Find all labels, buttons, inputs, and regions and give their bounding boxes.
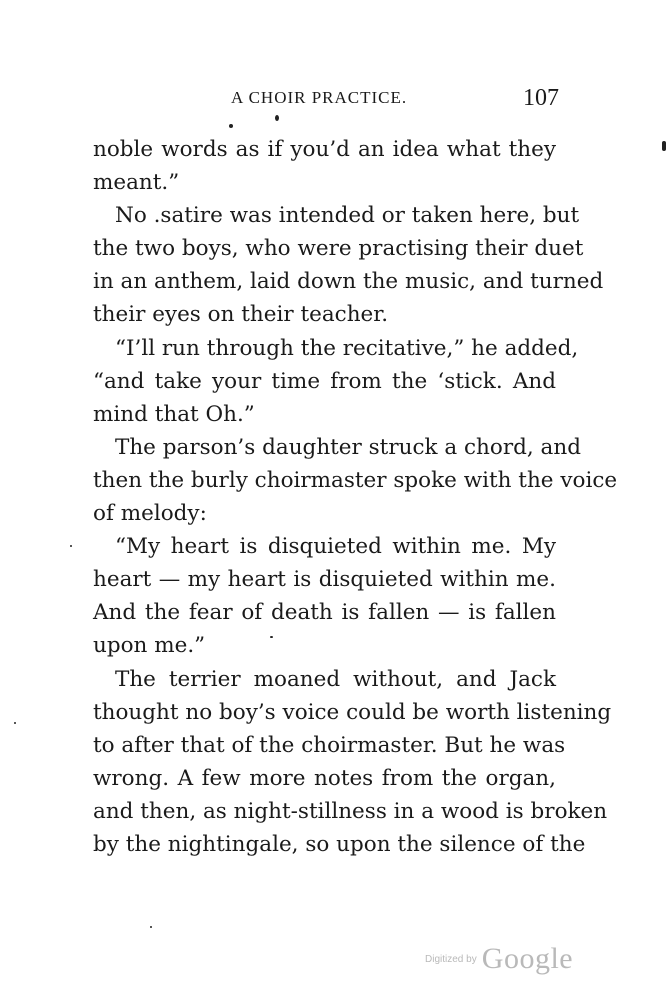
page-number: 107 (523, 85, 559, 111)
text-line: The terrier moaned without, and Jack (115, 666, 556, 692)
text-line: meant.” (93, 170, 180, 196)
text-line: The parson’s daughter struck a chord, and (115, 434, 581, 460)
text-line: upon me.” (93, 633, 206, 659)
text-line: the two boys, who were practising their duet (93, 236, 584, 262)
print-speck (14, 722, 16, 724)
text-line: “I’ll run through the recitative,” he added, (115, 335, 579, 361)
text-line: “My heart is disquieted within me. My (115, 534, 556, 560)
text-line: And the fear of death is fallen — is fallen (93, 600, 556, 626)
text-line: by the nightingale, so upon the silence of the (93, 831, 586, 857)
text-line: wrong. A few more notes from the organ, (93, 765, 556, 791)
print-speck (150, 926, 152, 928)
text-line: mind that Oh.” (93, 401, 255, 427)
print-speck (662, 141, 666, 151)
text-line: noble words as if you’d an idea what they (93, 137, 556, 162)
text-line: in an anthem, laid down the music, and turned (93, 269, 604, 295)
text-line: “and take your time from the ‘stick. And (93, 368, 556, 394)
digitization-watermark (425, 942, 573, 982)
body-text (93, 133, 618, 861)
print-speck (70, 545, 72, 547)
text-line: then the burly choirmaster spoke with the voice (93, 467, 618, 493)
watermark-prefix: Digitized by (425, 954, 477, 965)
print-speck (229, 124, 233, 128)
text-line: their eyes on their teacher. (93, 302, 389, 328)
print-speck (275, 115, 279, 121)
running-head (93, 85, 559, 114)
text-line: and then, as night-stillness in a wood is broken (93, 798, 608, 824)
text-line: thought no boy’s voice could be worth listening (93, 699, 612, 725)
watermark-brand: Google (481, 942, 574, 975)
text-line: No .satire was intended or taken here, but (115, 203, 580, 229)
chapter-title: A CHOIR PRACTICE. (231, 88, 408, 107)
text-line: heart — my heart is disquieted within me. (93, 567, 556, 593)
text-line: to after that of the choirmaster. But he was (93, 732, 566, 758)
text-line: of melody: (93, 501, 207, 527)
